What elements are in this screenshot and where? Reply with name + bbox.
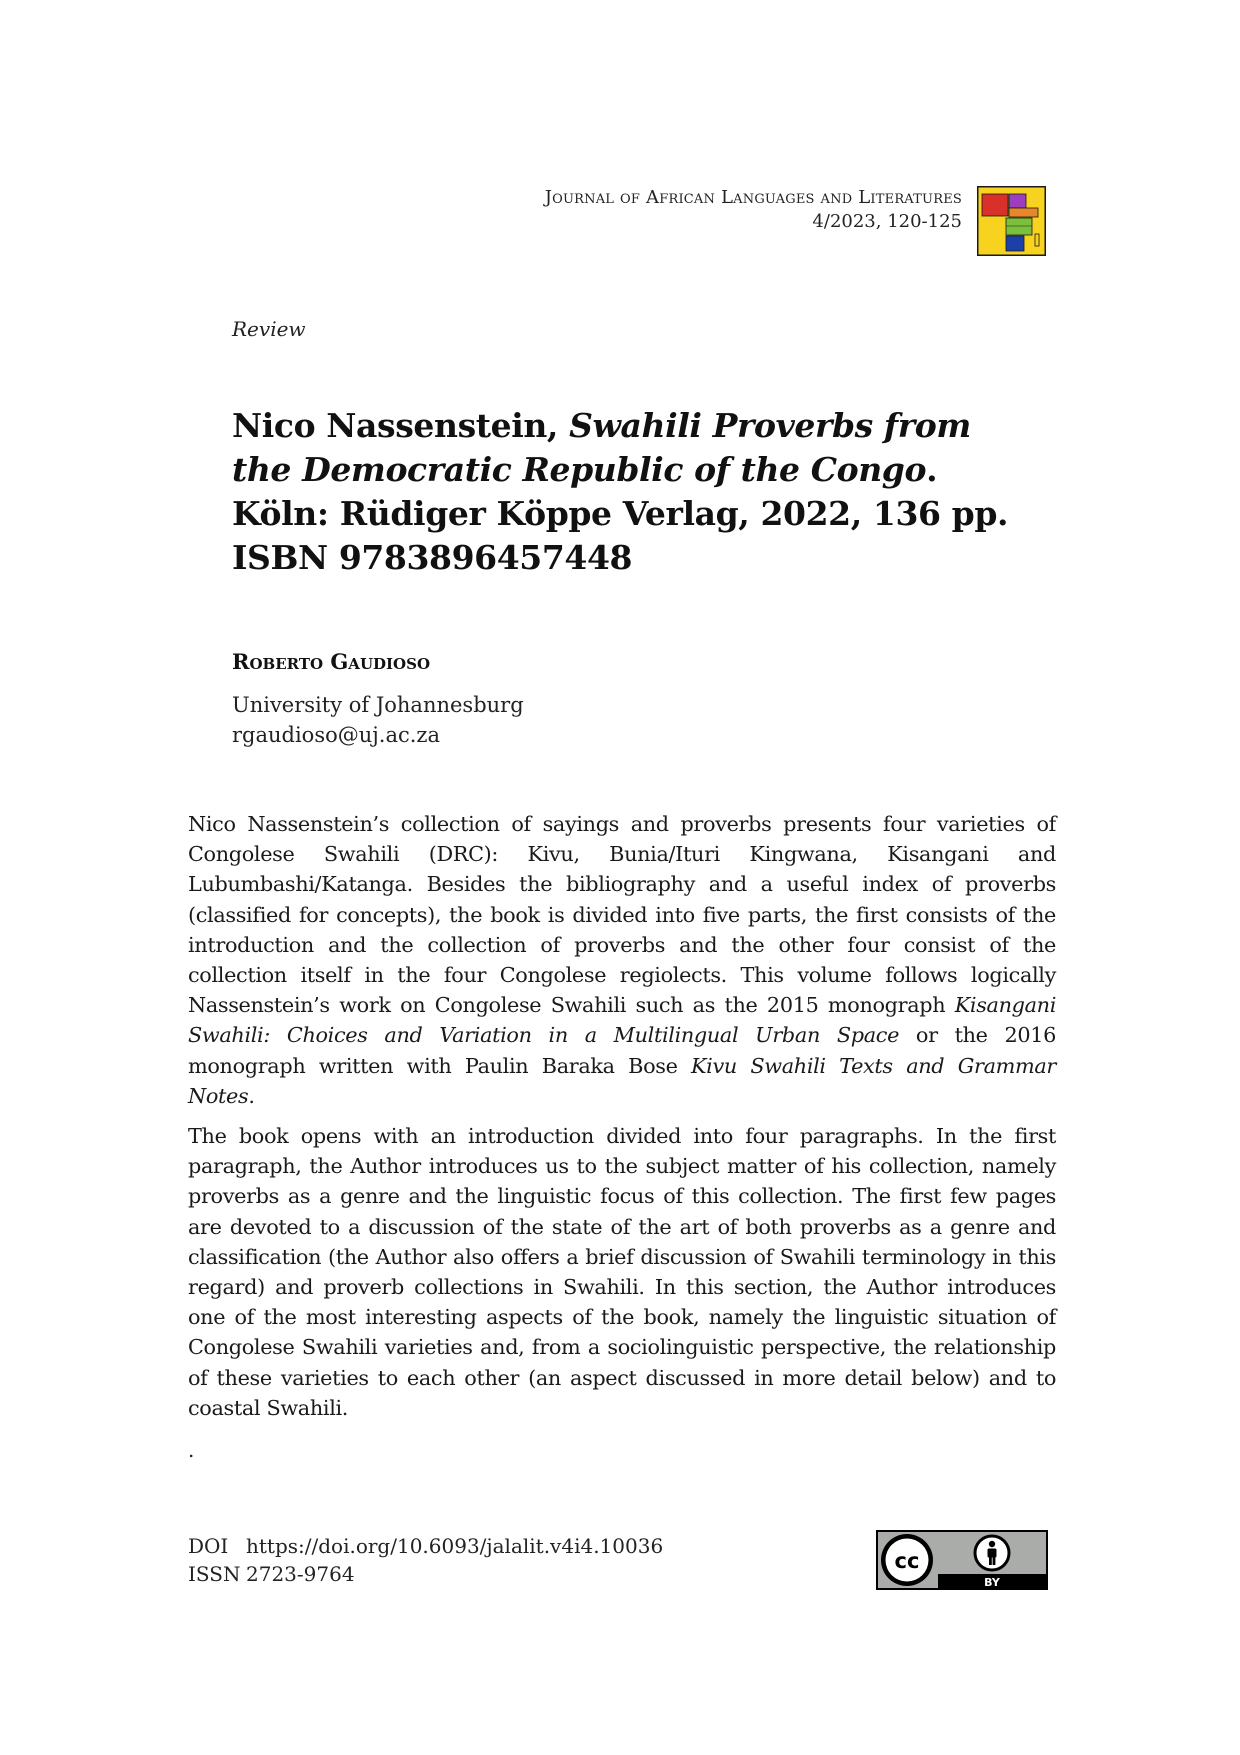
cc-glyph-text: cc (894, 1549, 920, 1573)
title-isbn: ISBN 9783896457448 (232, 538, 633, 577)
p1-text-a: Nico Nassenstein’s collection of sayings and proverbs presents four varieties of Congolese Swahili (DRC): Kivu, Bunia/Ituri Kingwana, Kisangani and Lubumbashi/Katanga. Besides the bibliography and a useful index of proverbs (classified for concepts), the book is divided into five parts, the first consists of the introduction and the collection of proverbs and the other four consist of the collection itself in the four Congolese regiolects. This volume follows logically Nassenstein’s work on Congolese Swahili such as the 2015 monograph (188, 812, 1056, 1018)
by-glyph-text: BY (984, 1576, 1000, 1589)
author-email: rgaudioso@uj.ac.za (232, 723, 441, 747)
issn-value: 2723-9764 (246, 1562, 355, 1586)
doi-link[interactable]: https://doi.org/10.6093/jalalit.v4i4.10036 (246, 1534, 664, 1558)
author-name: Roberto Gaudioso (232, 649, 431, 674)
stray-dot: . (188, 1438, 195, 1462)
article-title (232, 404, 1012, 580)
p1-text-b: or the 2016 monograph written with Paulin Baraka Bose (188, 1023, 1056, 1078)
issn-row (188, 1560, 663, 1588)
p1-cited-title-2: Kivu Swahili Texts and Grammar Notes (188, 1053, 1056, 1108)
article-body (188, 809, 1056, 1433)
p1-text-c: . (248, 1083, 255, 1108)
issn-label: ISSN (188, 1562, 241, 1586)
cc-by-license-icon[interactable] (876, 1530, 1048, 1590)
journal-issue: 4/2023, 120-125 (812, 211, 962, 232)
article-type-label: Review (232, 317, 306, 341)
p1-cited-title-1: Kisangani Swahili: Choices and Variation in a Multilingual Urban Space (188, 993, 1056, 1048)
author-affiliation: University of Johannesburg (232, 693, 524, 717)
body-paragraph-2: The book opens with an introduction divided into four paragraphs. In the first paragraph, the Author introduces us to the subject matter of his collection, namely proverbs as a genre and the linguistic focus of this collection. The first few pages are devoted to a discussion of the state of the art of both proverbs as a genre and classification (the Author also offers a brief discussion of Swahili terminology in this regard) and proverb collections in Swahili. In this section, the Author introduces one of the most interesting aspects of the book, namely the linguistic situation of Congolese Swahili varieties and, from a sociolinguistic perspective, the relationship of these varieties to each other (an aspect discussed in more detail below) and to coastal Swahili. (188, 1124, 1056, 1420)
journal-logo-icon (977, 186, 1046, 256)
title-publisher-part: . Köln: Rüdiger Köppe Verlag, 2022, 136 pp. (232, 450, 1009, 533)
doi-row (188, 1532, 663, 1560)
body-paragraph-1 (188, 809, 1056, 1111)
journal-name: Journal of African Languages and Literatures (544, 187, 962, 208)
author-affiliation-block (232, 690, 524, 750)
title-author-part: Nico Nassenstein, (232, 406, 570, 445)
footer-identifiers (188, 1532, 663, 1588)
journal-header (400, 186, 962, 234)
title-book-name: Swahili Proverbs from the Democratic Republic of the Congo (232, 406, 971, 489)
doi-label: DOI (188, 1534, 229, 1558)
